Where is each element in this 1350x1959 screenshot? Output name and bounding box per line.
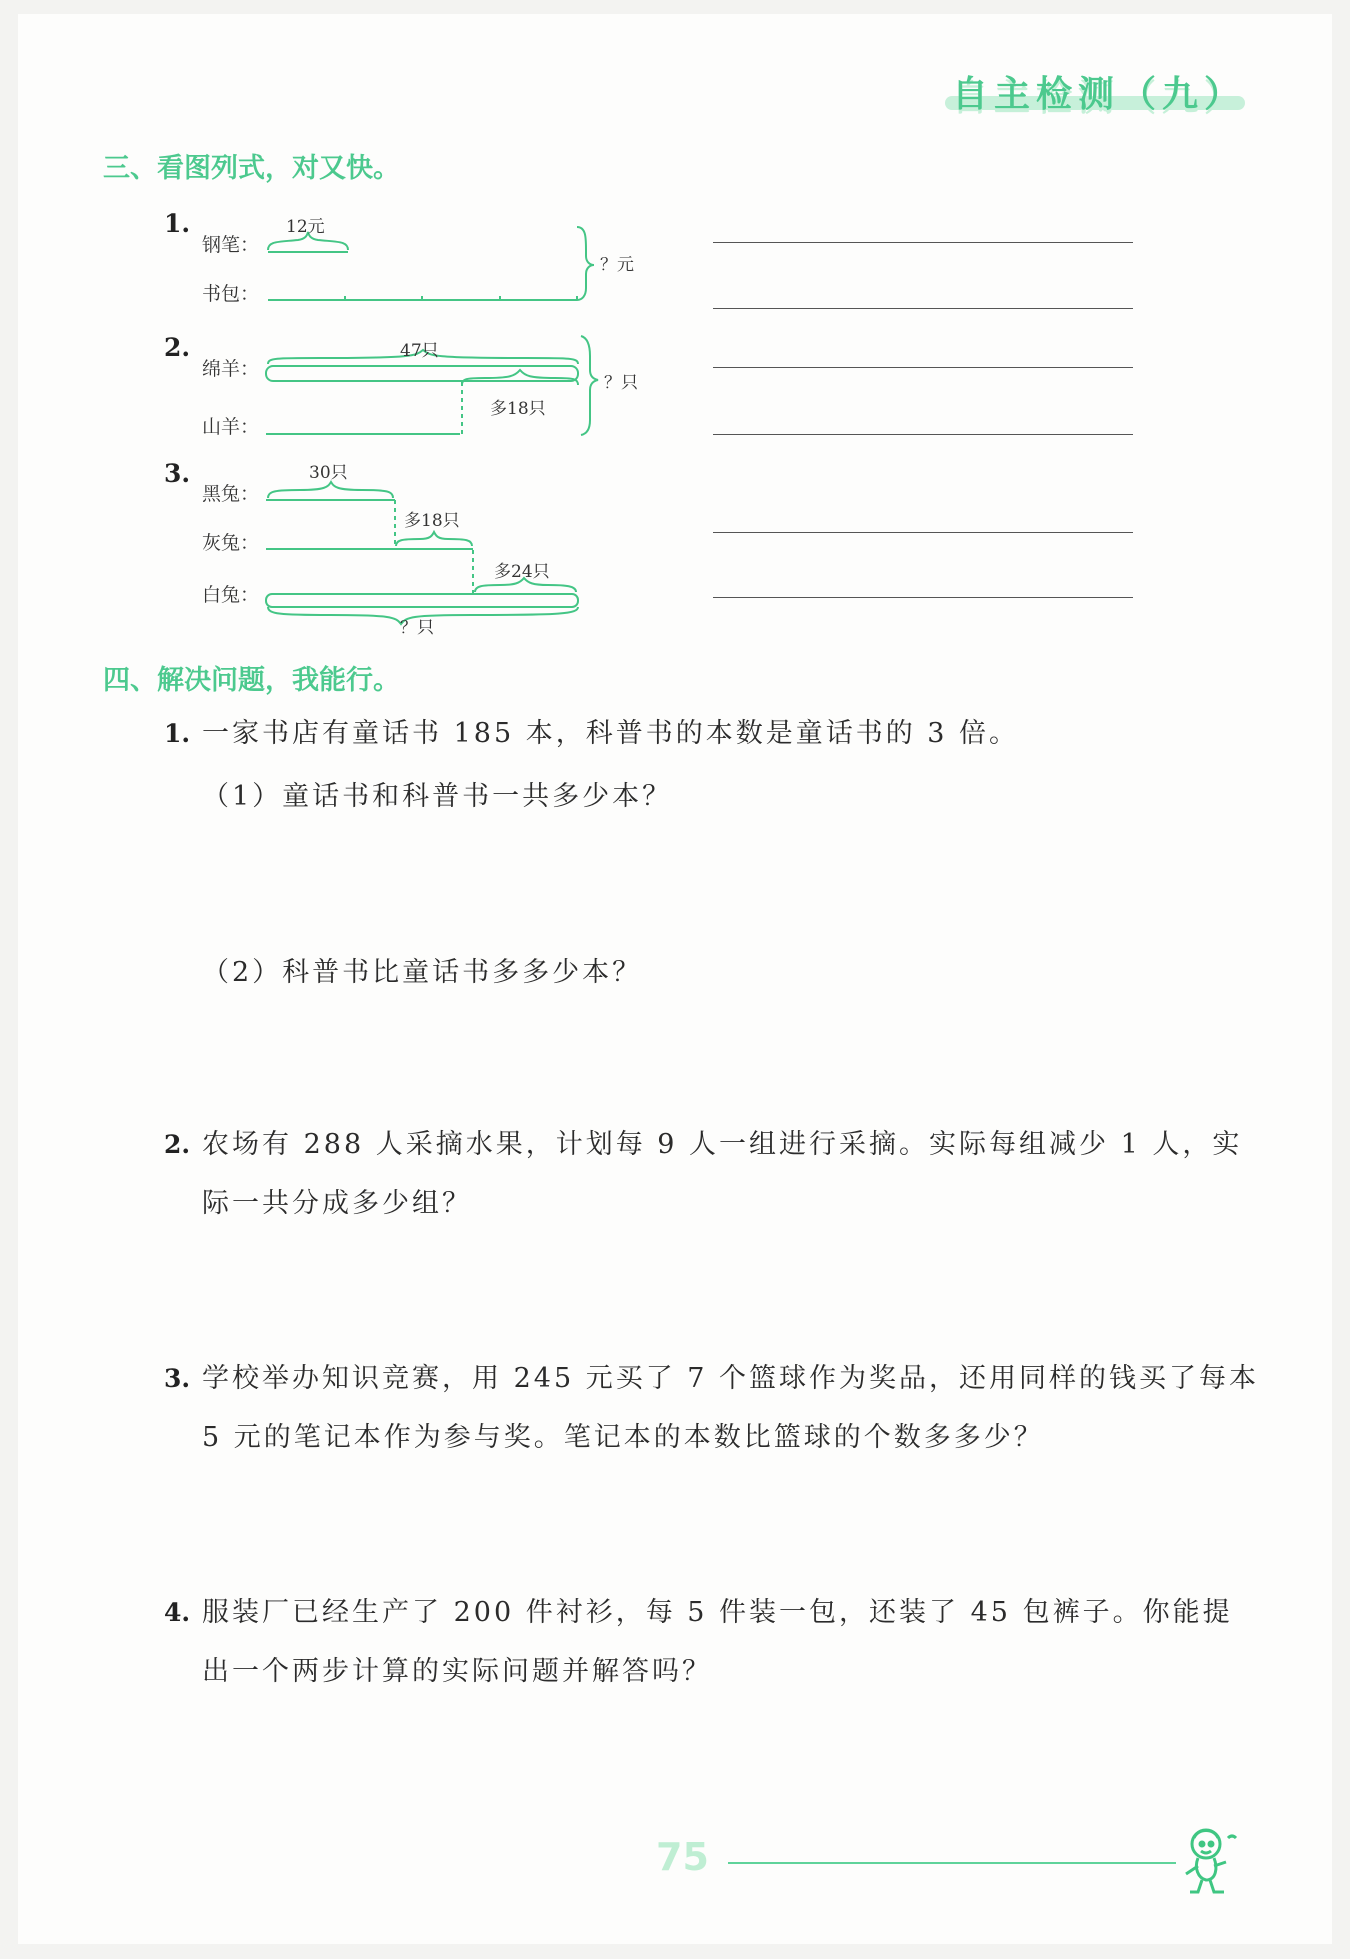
answer-line[interactable]	[713, 532, 1133, 533]
footer-divider	[728, 1862, 1176, 1864]
q3-3-black-count: 30只	[309, 463, 348, 483]
q3-1-number: 1.	[164, 209, 191, 238]
problem-1-sub1: （1）童话书和科普书一共多少本？	[202, 781, 673, 812]
q2-diff-brace	[462, 370, 578, 385]
answer-line[interactable]	[713, 242, 1133, 243]
answer-line[interactable]	[713, 434, 1133, 435]
mascot-icon	[1172, 1820, 1252, 1900]
section-4-title: 四、解决问题，我能行。	[103, 665, 400, 696]
section-3-title: 三、看图列式，对又快。	[103, 153, 400, 184]
q3-1-total: ？元	[600, 255, 634, 275]
q3-1-pen-price: 12元	[286, 217, 325, 237]
q2-sheep-bar	[266, 366, 578, 381]
q3-3-white-more: 多24只	[494, 562, 550, 582]
q3-black-brace	[268, 482, 393, 498]
q3-1-label-bag: 书包：	[202, 283, 260, 305]
page-number: 75	[656, 1835, 709, 1879]
problem-2-text: 农场有 288 人采摘水果，计划每 9 人一组进行采摘。实际每组减少 1 人，实际一共分成多少组？	[202, 1129, 1243, 1219]
problem-2-number: 2.	[164, 1130, 191, 1159]
q3-white-bar	[266, 594, 578, 607]
q3-gray-brace	[396, 532, 472, 546]
problem-4-number: 4.	[164, 1598, 191, 1627]
answer-line[interactable]	[713, 367, 1133, 368]
answer-line[interactable]	[713, 308, 1133, 309]
problem-4-text: 服装厂已经生产了 200 件衬衫，每 5 件装一包，还装了 45 包裤子。你能提出一个两步计算的实际问题并解答吗？	[202, 1597, 1233, 1687]
problem-1-number: 1.	[164, 719, 191, 748]
q3-3-gray-more: 多18只	[404, 511, 460, 531]
q3-3-label-gray: 灰兔：	[202, 532, 260, 554]
problem-1-text: 一家书店有童话书 185 本，科普书的本数是童话书的 3 倍。	[202, 718, 1020, 749]
q3-1-label-pen: 钢笔：	[202, 234, 260, 256]
q3-3-question: ？只	[400, 618, 434, 638]
answer-line[interactable]	[713, 597, 1133, 598]
q2-total-brace	[581, 336, 598, 435]
q3-3-label-black: 黑兔：	[202, 483, 260, 505]
q3-2-diff: 多18只	[490, 399, 546, 419]
problem-1-sub2: （2）科普书比童话书多多少本？	[202, 957, 643, 988]
q3-3-label-white: 白兔：	[202, 584, 260, 606]
page-title: 自主检测（九）	[952, 74, 1247, 115]
q3-2-total: ？只	[604, 373, 638, 393]
q3-2-number: 2.	[164, 333, 191, 362]
q3-2-label-sheep: 绵羊：	[202, 358, 260, 380]
problem-3-number: 3.	[164, 1364, 191, 1393]
q3-3-number: 3.	[164, 459, 191, 488]
q1-total-brace	[577, 227, 594, 300]
q3-2-sheep-count: 47只	[400, 341, 439, 361]
q3-2-label-goat: 山羊：	[202, 416, 260, 438]
problem-3-text: 学校举办知识竞赛，用 245 元买了 7 个篮球作为奖品，还用同样的钱买了每本 5 元的笔记本作为参与奖。笔记本的本数比篮球的个数多多少？	[202, 1363, 1260, 1453]
